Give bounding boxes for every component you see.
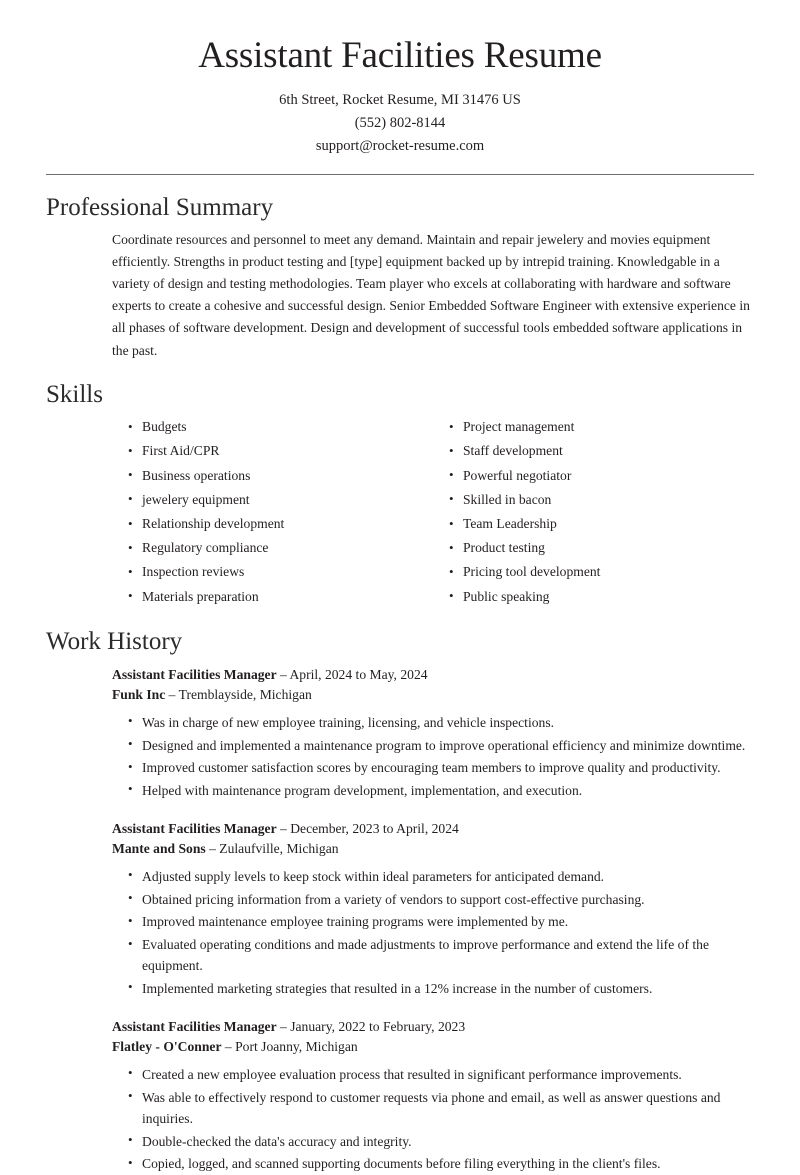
contact-phone: (552) 802-8144 [354, 114, 446, 131]
section-skills [0, 362, 800, 609]
skills-list-right [433, 415, 754, 609]
job-company: Flatley - O'Conner [112, 1039, 222, 1055]
list-item: • Staff development [449, 439, 754, 463]
list-item: • Product testing [449, 536, 754, 560]
job-dates: December, 2023 to April, 2024 [290, 820, 459, 836]
job-bullet: • Was able to effectively respond to customer requests via phone and email, as well as answer questions and inquiries. [128, 1087, 754, 1129]
job-separator: – [221, 1039, 236, 1055]
work-history-entry [46, 1001, 754, 1175]
work-history-entry [46, 665, 754, 802]
job-bullet: • Improved maintenance employee training programs were implemented by me. [128, 911, 754, 932]
job-separator: – [276, 820, 291, 836]
job-title-line [112, 1017, 754, 1038]
job-bullet: • Was in charge of new employee training, licensing, and vehicle inspections. [128, 712, 754, 733]
list-item: • Relationship development [128, 512, 433, 536]
job-dates: April, 2024 to May, 2024 [289, 666, 428, 682]
skills-body [46, 409, 754, 609]
list-item: • Skilled in bacon [449, 488, 754, 512]
list-item: • First Aid/CPR [128, 439, 433, 463]
job-title-line [112, 665, 754, 686]
list-item: • Regulatory compliance [128, 536, 433, 560]
job-company: Funk Inc [112, 687, 166, 703]
list-item: • Powerful negotiator [449, 464, 754, 488]
list-item: • Materials preparation [128, 585, 433, 609]
job-company: Mante and Sons [112, 841, 206, 857]
list-item: • Business operations [128, 464, 433, 488]
job-separator: – [276, 666, 290, 682]
skills-list-left [112, 415, 433, 609]
job-company-line [112, 1037, 754, 1058]
job-bullet: • Double-checked the data's accuracy and integrity. [128, 1131, 754, 1152]
job-location: Zulaufville, Michigan [219, 841, 339, 857]
job-bullet: • Created a new employee evaluation process that resulted in significant performance improvements. [128, 1064, 754, 1085]
job-title: Assistant Facilities Manager [112, 666, 277, 682]
job-separator: – [205, 841, 220, 857]
section-work-history [0, 609, 800, 1175]
section-professional-summary [0, 175, 800, 362]
list-item: • jewelery equipment [128, 488, 433, 512]
job-bullet: • Improved customer satisfaction scores by encouraging team members to improve quality and productivity. [128, 757, 754, 778]
list-item: • Team Leadership [449, 512, 754, 536]
job-bullet-list [112, 1064, 754, 1175]
job-title: Assistant Facilities Manager [112, 820, 277, 836]
list-item: • Budgets [128, 415, 433, 439]
job-bullet-list [112, 866, 754, 999]
job-bullet: • Designed and implemented a maintenance program to improve operational efficiency and minimize downtime. [128, 735, 754, 756]
summary-text: Coordinate resources and personnel to meet any demand. Maintain and repair jewelery and movies equipment efficiently. Strengths in product testing and [type] equipment backed up by intrepid training. Knowledgable in a variety of design and testing methodologies. Team player who excels at collaborating with hardware and software experts to create a cohesive and successful design. Senior Embedded Software Engineer with extensive experience in all phases of software development. Design and development of successful tools embedded software applications in the past. [112, 232, 750, 358]
job-bullet: • Obtained pricing information from a variety of vendors to support cost-effective purchasing. [128, 889, 754, 910]
job-separator: – [165, 687, 179, 703]
list-item: • Inspection reviews [128, 560, 433, 584]
section-heading-summary: Professional Summary [46, 193, 274, 221]
job-bullet: • Evaluated operating conditions and made adjustments to improve performance and extend the life of the equipment. [128, 934, 754, 976]
job-location: Tremblayside, Michigan [178, 687, 312, 703]
list-item: • Public speaking [449, 585, 754, 609]
contact-address: 6th Street, Rocket Resume, MI 31476 US [279, 91, 521, 108]
summary-body [46, 222, 754, 361]
job-bullet: • Helped with maintenance program development, implementation, and execution. [128, 780, 754, 801]
list-item: • Pricing tool development [449, 560, 754, 584]
skills-column-left [112, 415, 433, 609]
job-title-line [112, 819, 754, 840]
job-title: Assistant Facilities Manager [112, 1018, 277, 1034]
work-history-entry [46, 803, 754, 1000]
contact-info [0, 89, 800, 158]
job-bullet: • Copied, logged, and scanned supporting documents before filing everything in the client's files. [128, 1153, 754, 1174]
job-bullet: • Adjusted supply levels to keep stock within ideal parameters for anticipated demand. [128, 866, 754, 887]
work-history-body [46, 657, 754, 1175]
job-company-line [112, 685, 754, 706]
job-bullet-list [112, 712, 754, 801]
job-dates: January, 2022 to February, 2023 [290, 1018, 466, 1034]
skills-column-right [433, 415, 754, 609]
job-separator: – [276, 1018, 291, 1034]
page-title: Assistant Facilities Resume [198, 35, 602, 76]
job-company-line [112, 839, 754, 860]
job-bullet: • Implemented marketing strategies that resulted in a 12% increase in the number of customers. [128, 978, 754, 999]
section-heading-work-history: Work History [46, 627, 183, 655]
resume-header [0, 0, 800, 158]
list-item: • Project management [449, 415, 754, 439]
job-location: Port Joanny, Michigan [235, 1039, 358, 1055]
section-heading-skills: Skills [46, 380, 103, 408]
contact-email: support@rocket-resume.com [315, 137, 485, 154]
